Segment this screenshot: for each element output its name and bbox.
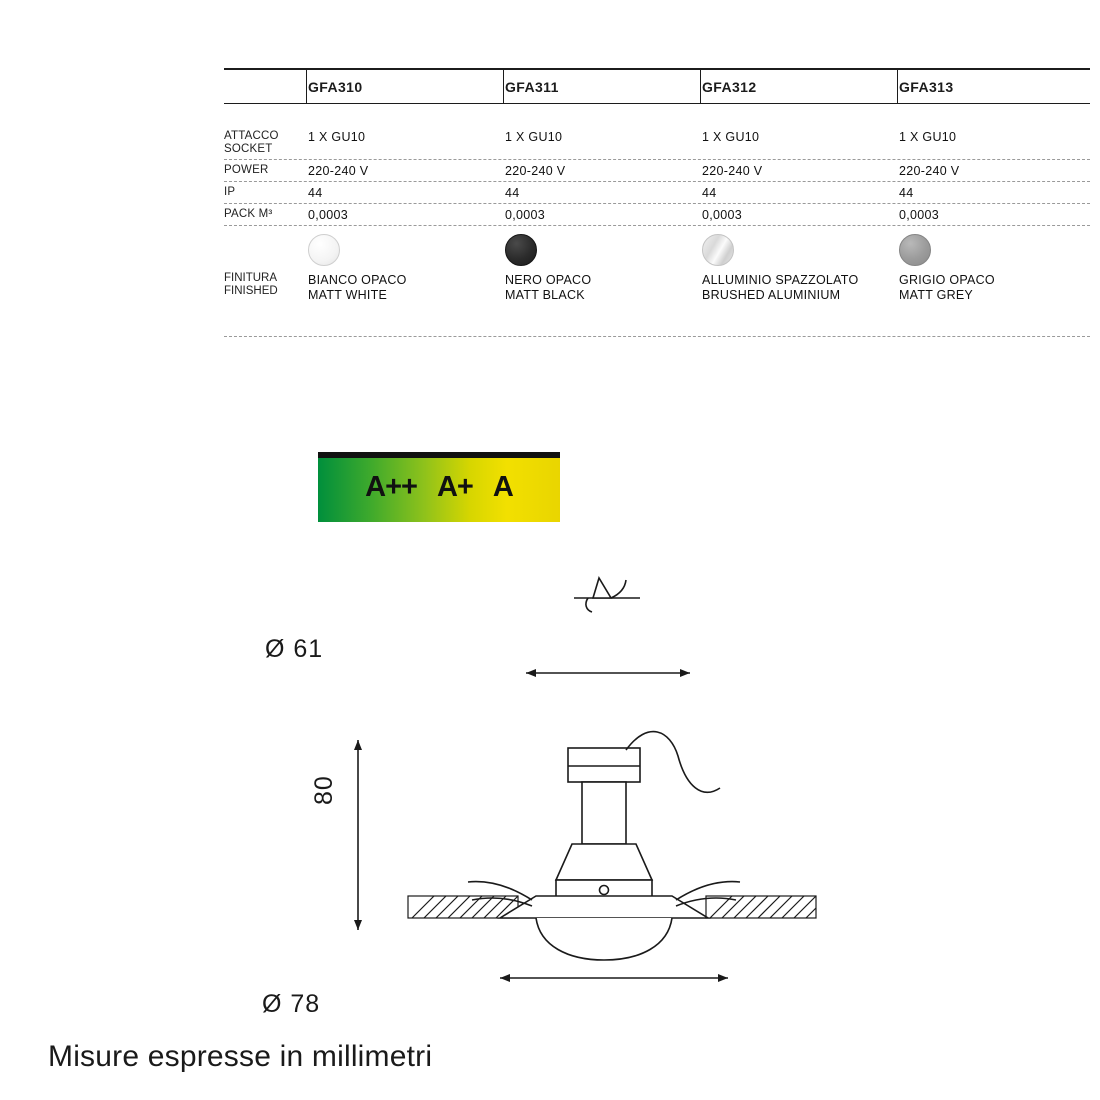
socket-value-2: 1 X GU10 — [702, 130, 760, 144]
table-bottom-border — [224, 336, 1090, 337]
socket-value-0: 1 X GU10 — [308, 130, 366, 144]
finish-item-1 — [503, 234, 700, 303]
table-header-row — [224, 68, 1090, 104]
table-row-socket — [224, 126, 1090, 160]
dimension-diameter-bottom: Ø 78 — [262, 990, 321, 1018]
header-spacer — [224, 104, 1090, 126]
row-label-socket — [224, 126, 306, 159]
socket-value-1: 1 X GU10 — [505, 130, 563, 144]
specification-table — [224, 68, 1090, 303]
dimension-height: 80 — [310, 775, 338, 805]
row-label-power: POWER — [224, 164, 269, 176]
lamp-pictogram — [574, 578, 640, 612]
row-label-finish-en: FINISHED — [224, 285, 278, 297]
finish-item-0 — [306, 234, 503, 303]
dimension-diameter-top: Ø 61 — [265, 635, 324, 663]
product-code-3: GFA313 — [899, 78, 954, 95]
dim-line-78 — [500, 974, 728, 982]
dim-line-61 — [526, 669, 690, 677]
energy-efficiency-label — [318, 452, 560, 522]
finish-swatch-grey — [899, 234, 931, 266]
finish-name-it-2: ALLUMINIO SPAZZOLATO — [702, 273, 859, 287]
header-divider-4 — [897, 68, 898, 104]
row-cells-ip — [306, 182, 1094, 203]
product-code-1: GFA311 — [505, 78, 559, 95]
finish-name-en-1: MATT BLACK — [505, 288, 585, 302]
ip-value-3: 44 — [899, 186, 914, 200]
row-label-ip: IP — [224, 186, 236, 198]
row-label-pack: PACK M³ — [224, 208, 273, 220]
ip-value-2: 44 — [702, 186, 717, 200]
pack-value-3: 0,0003 — [899, 208, 940, 222]
pack-value-2: 0,0003 — [702, 208, 743, 222]
product-code-2: GFA312 — [702, 78, 757, 95]
finish-name-en-3: MATT GREY — [899, 288, 974, 302]
row-label-finish-it: FINITURA — [224, 272, 278, 284]
row-label-socket-it: ATTACCO — [224, 130, 279, 142]
finish-swatch-aluminium — [702, 234, 734, 266]
header-empty-label — [224, 83, 306, 90]
pack-value-1: 0,0003 — [505, 208, 546, 222]
header-divider-2 — [503, 68, 504, 104]
finish-swatch-white — [308, 234, 340, 266]
technical-drawing — [300, 560, 860, 1030]
power-value-3: 220-240 V — [899, 164, 960, 178]
ceiling-section-right — [706, 896, 816, 918]
pack-value-0: 0,0003 — [308, 208, 349, 222]
ip-value-1: 44 — [505, 186, 520, 200]
finish-item-2 — [700, 234, 897, 303]
row-label-socket-en: SOCKET — [224, 143, 273, 155]
finish-name-it-3: GRIGIO OPACO — [899, 273, 995, 287]
table-row-power — [224, 160, 1090, 182]
energy-class-a: A — [492, 470, 513, 503]
header-divider-1 — [306, 68, 307, 104]
table-row-finish — [224, 226, 1090, 303]
power-value-1: 220-240 V — [505, 164, 566, 178]
ip-value-0: 44 — [308, 186, 323, 200]
power-value-0: 220-240 V — [308, 164, 369, 178]
finish-name-en-2: BRUSHED ALUMINIUM — [702, 288, 841, 302]
dim-line-80 — [354, 740, 362, 930]
energy-class-a-plus: A+ — [436, 470, 473, 503]
energy-class-a-plus-plus: A++ — [365, 470, 417, 503]
units-footnote: Misure espresse in millimetri — [48, 1040, 433, 1073]
finish-name-it-1: NERO OPACO — [505, 273, 592, 287]
energy-label-top-bar — [318, 452, 560, 458]
table-row-ip — [224, 182, 1090, 204]
socket-value-3: 1 X GU10 — [899, 130, 957, 144]
ceiling-section-left — [408, 896, 518, 918]
finish-cells — [306, 234, 1094, 303]
finish-swatch-black — [505, 234, 537, 266]
row-cells-power — [306, 160, 1094, 181]
row-label-finish — [224, 234, 306, 298]
row-cells-pack — [306, 204, 1094, 225]
product-code-0: GFA310 — [308, 78, 363, 95]
header-divider-3 — [700, 68, 701, 104]
finish-name-en-0: MATT WHITE — [308, 288, 388, 302]
power-value-2: 220-240 V — [702, 164, 763, 178]
finish-item-3 — [897, 234, 1094, 303]
row-cells-socket — [306, 126, 1094, 159]
table-row-pack — [224, 204, 1090, 226]
finish-name-it-0: BIANCO OPACO — [308, 273, 407, 287]
spotlight-body — [468, 732, 740, 960]
